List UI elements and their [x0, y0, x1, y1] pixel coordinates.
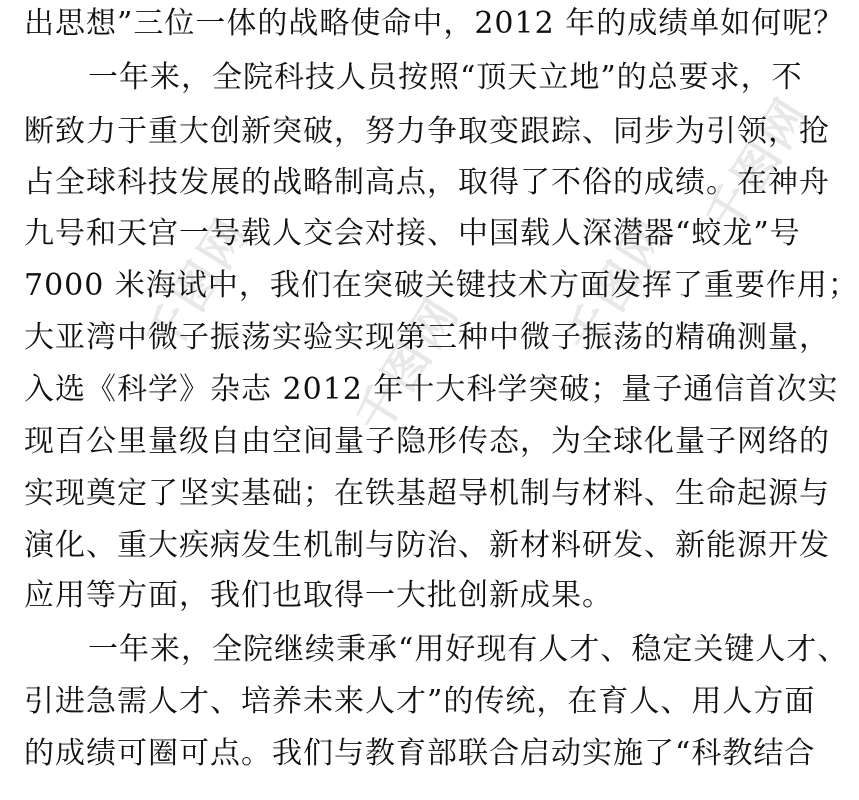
text-line: 入选《科学》杂志 2012 年十大科学突破；量子通信首次实 — [24, 372, 839, 407]
text-line: 断致力于重大创新突破，努力争取变跟踪、同步为引领，抢 — [24, 114, 830, 149]
text-line: 出思想”三位一体的战略使命中，2012 年的成绩单如何呢？ — [24, 6, 845, 41]
text-line: 实现奠定了坚实基础；在铁基超导机制与材料、生命起源与 — [24, 476, 830, 511]
text-line: 大亚湾中微子振荡实验实现第三种中微子振荡的精确测量， — [24, 320, 830, 355]
text-line: 演化、重大疾病发生机制与防治、新材料研发、新能源开发 — [24, 528, 830, 563]
text-line: 7000 米海试中，我们在突破关键技术方面发挥了重要作用； — [24, 268, 859, 303]
text-line: 占全球科技发展的战略制高点，取得了不俗的成绩。在神舟 — [24, 165, 830, 200]
paragraph-last-line: 应用等方面，我们也取得一大批创新成果。 — [24, 578, 613, 613]
watermark: 千图网 — [344, 286, 471, 443]
paragraph-first-line: 一年来，全院科技人员按照“顶天立地”的总要求，不 — [88, 60, 803, 95]
text-line: 引进急需人才、培养未来人才”的传统，在育人、用人方面 — [24, 684, 816, 719]
text-line: 九号和天宫一号载人交会对接、中国载人深潜器“蛟龙”号 — [24, 216, 801, 251]
text-line: 的成绩可圈可点。我们与教育部联合启动实施了“科教结合 — [24, 736, 816, 771]
watermark: 千图网 — [694, 86, 821, 243]
text-line: 现百公里量级自由空间量子隐形传态，为全球化量子网络的 — [24, 424, 830, 459]
watermark: 千图网 — [134, 206, 261, 363]
paragraph-first-line: 一年来，全院继续秉承“用好现有人才、稳定关键人才、 — [88, 632, 849, 667]
watermark: 千图网 — [554, 206, 681, 363]
